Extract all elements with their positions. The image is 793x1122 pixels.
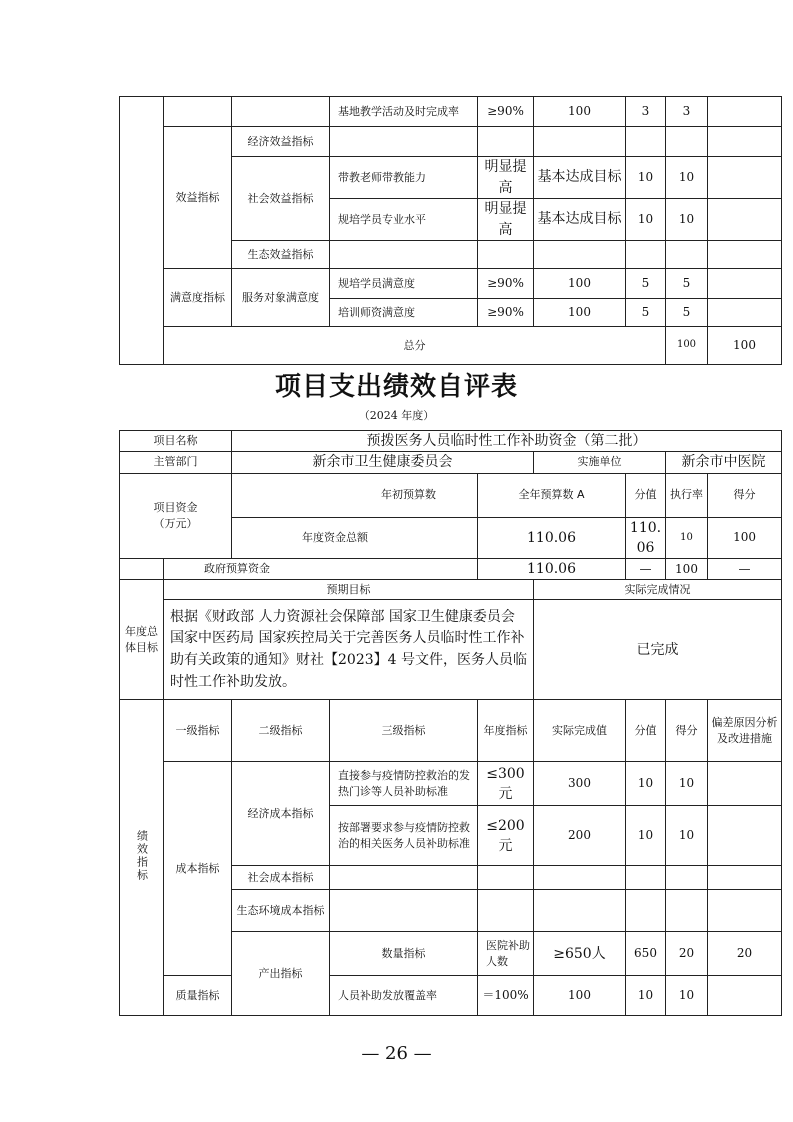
funds-label [120, 473, 232, 559]
score-cell: 10 [626, 762, 666, 806]
econ-cost-label: 经济成本指标 [232, 762, 330, 866]
score-cell: 10 [626, 199, 666, 241]
social-benefit-label: 社会效益指标 [232, 157, 330, 241]
get-cell: 5 [666, 299, 708, 327]
reason-cell [708, 97, 782, 127]
level3-cell: 基地教学活动及时完成率 [330, 97, 478, 127]
score-header: 分值 [626, 700, 666, 762]
get-cell: 10 [666, 157, 708, 199]
score-cell: 5 [626, 299, 666, 327]
quantity-label: 数量指标 [330, 932, 478, 976]
target-cell: ≤200元 [478, 806, 534, 866]
get-header: 得分 [708, 473, 782, 517]
total-initial: 110.06 [478, 517, 626, 559]
page-title: 项目支出绩效自评表 [274, 372, 518, 402]
funds-unit-text: （万元） [153, 516, 198, 530]
service-satisfaction-label: 服务对象满意度 [232, 269, 330, 327]
level3-cell: 规培学员专业水平 [330, 199, 478, 241]
actual-cell: 650 [626, 932, 666, 976]
actual-cell: 100 [534, 269, 626, 299]
side-blank [120, 97, 164, 365]
total-score: 100 [666, 327, 708, 365]
exec-unit-label: 实施单位 [534, 452, 666, 473]
actual-cell: 100 [534, 976, 626, 1016]
get-cell: 10 [666, 806, 708, 866]
target-cell: 明显提高 [478, 199, 534, 241]
actual-cell: 基本达成目标 [534, 199, 626, 241]
total-score: 10 [666, 517, 708, 559]
actual-cell: 100 [534, 97, 626, 127]
output-label: 产出指标 [232, 932, 330, 1016]
actual-text: 已完成 [534, 600, 782, 700]
project-name-label: 项目名称 [120, 431, 232, 452]
indicators-side-text: 绩效指标 [135, 829, 149, 882]
level3-cell: 人员补助发放覆盖率 [330, 976, 478, 1016]
expected-text: 根据《财政部 人力资源社会保障部 国家卫生健康委员会 国家中医药局 国家疾控局关于完善医务人员临时性工作补助有关政策的通知》财社【2023】4 号文件，医务人员临时性工作补助发放。 [164, 600, 534, 700]
indicators-side-label [120, 700, 164, 1016]
actual-cell: 100 [534, 299, 626, 327]
reason-header: 偏差原因分析及改进措施 [708, 700, 782, 762]
eco-cost-label: 生态环境成本指标 [232, 890, 330, 932]
target-cell: ≥90% [478, 269, 534, 299]
actual-cell: 基本达成目标 [534, 157, 626, 199]
total-label: 总分 [164, 327, 666, 365]
blank [164, 97, 232, 127]
level3-cell: 直接参与疫情防控救治的发热门诊等人员补助标准 [330, 762, 478, 806]
econ-benefit-label: 经济效益指标 [232, 127, 330, 157]
score-cell: 3 [626, 97, 666, 127]
exec-unit-value: 新余市中医院 [666, 452, 782, 473]
actual-header: 实际完成情况 [534, 580, 782, 600]
get-cell: 20 [708, 932, 782, 976]
get-cell: 3 [666, 97, 708, 127]
target-cell: ≥650人 [534, 932, 626, 976]
target-cell: ≤300元 [478, 762, 534, 806]
gov-get: — [708, 559, 782, 580]
score-cell: 5 [626, 269, 666, 299]
rate-header: 执行率 [666, 473, 708, 517]
satisfaction-label: 满意度指标 [164, 269, 232, 327]
quality-label: 质量指标 [164, 976, 232, 1016]
annual-budget-header: 全年预算数 A [478, 473, 626, 517]
target-cell: ＝100% [478, 976, 534, 1016]
score-cell: 10 [626, 806, 666, 866]
level3-cell: 培训师资满意度 [330, 299, 478, 327]
target-cell: 明显提高 [478, 157, 534, 199]
initial-budget-header: 年初预算数 [232, 473, 478, 517]
top-indicator-table [119, 96, 782, 365]
total-funds-label: 年度资金总额 [232, 517, 478, 559]
get-cell: 10 [666, 976, 708, 1016]
total-annual: 110.06 [626, 517, 666, 559]
level3-header: 三级指标 [330, 700, 478, 762]
cost-label: 成本指标 [164, 762, 232, 976]
level3-cell: 规培学员满意度 [330, 269, 478, 299]
gov-initial: 110.06 [478, 559, 626, 580]
get-cell: 10 [666, 199, 708, 241]
level3-cell: 医院补助人数 [478, 932, 534, 976]
target-cell: ≥90% [478, 299, 534, 327]
score-header: 分值 [626, 473, 666, 517]
eco-benefit-label: 生态效益指标 [232, 241, 330, 269]
score-cell: 10 [626, 976, 666, 1016]
total-get: 100 [708, 327, 782, 365]
project-name: 预拨医务人员临时性工作补助资金（第二批） [232, 431, 782, 452]
actual-value-header: 实际完成值 [534, 700, 626, 762]
score-cell: 10 [626, 157, 666, 199]
level3-cell: 带教老师带教能力 [330, 157, 478, 199]
get-cell: 10 [666, 762, 708, 806]
total-rate: 100 [708, 517, 782, 559]
self-evaluation-table [119, 430, 782, 1016]
score-cell: 20 [666, 932, 708, 976]
dept-value: 新余市卫生健康委员会 [232, 452, 534, 473]
get-cell: 5 [666, 269, 708, 299]
gov-score: — [626, 559, 666, 580]
get-header: 得分 [666, 700, 708, 762]
level2-header: 二级指标 [232, 700, 330, 762]
target-cell: ≥90% [478, 97, 534, 127]
dept-label: 主管部门 [120, 452, 232, 473]
gov-funds-label: 政府预算资金 [164, 559, 478, 580]
actual-cell: 300 [534, 762, 626, 806]
level1-header: 一级指标 [164, 700, 232, 762]
gov-rate: 100 [666, 559, 708, 580]
page-number: — 26 — [361, 1043, 432, 1064]
actual-cell: 200 [534, 806, 626, 866]
year-label: （2024 年度） [358, 409, 435, 422]
funds-label-text: 项目资金 [153, 500, 198, 514]
annual-target-header: 年度指标 [478, 700, 534, 762]
blank [232, 97, 330, 127]
goals-label: 年度总体目标 [120, 580, 164, 700]
benefit-label: 效益指标 [164, 127, 232, 269]
level3-cell: 按部署要求参与疫情防控救治的相关医务人员补助标准 [330, 806, 478, 866]
expected-header: 预期目标 [164, 580, 534, 600]
social-cost-label: 社会成本指标 [232, 866, 330, 890]
